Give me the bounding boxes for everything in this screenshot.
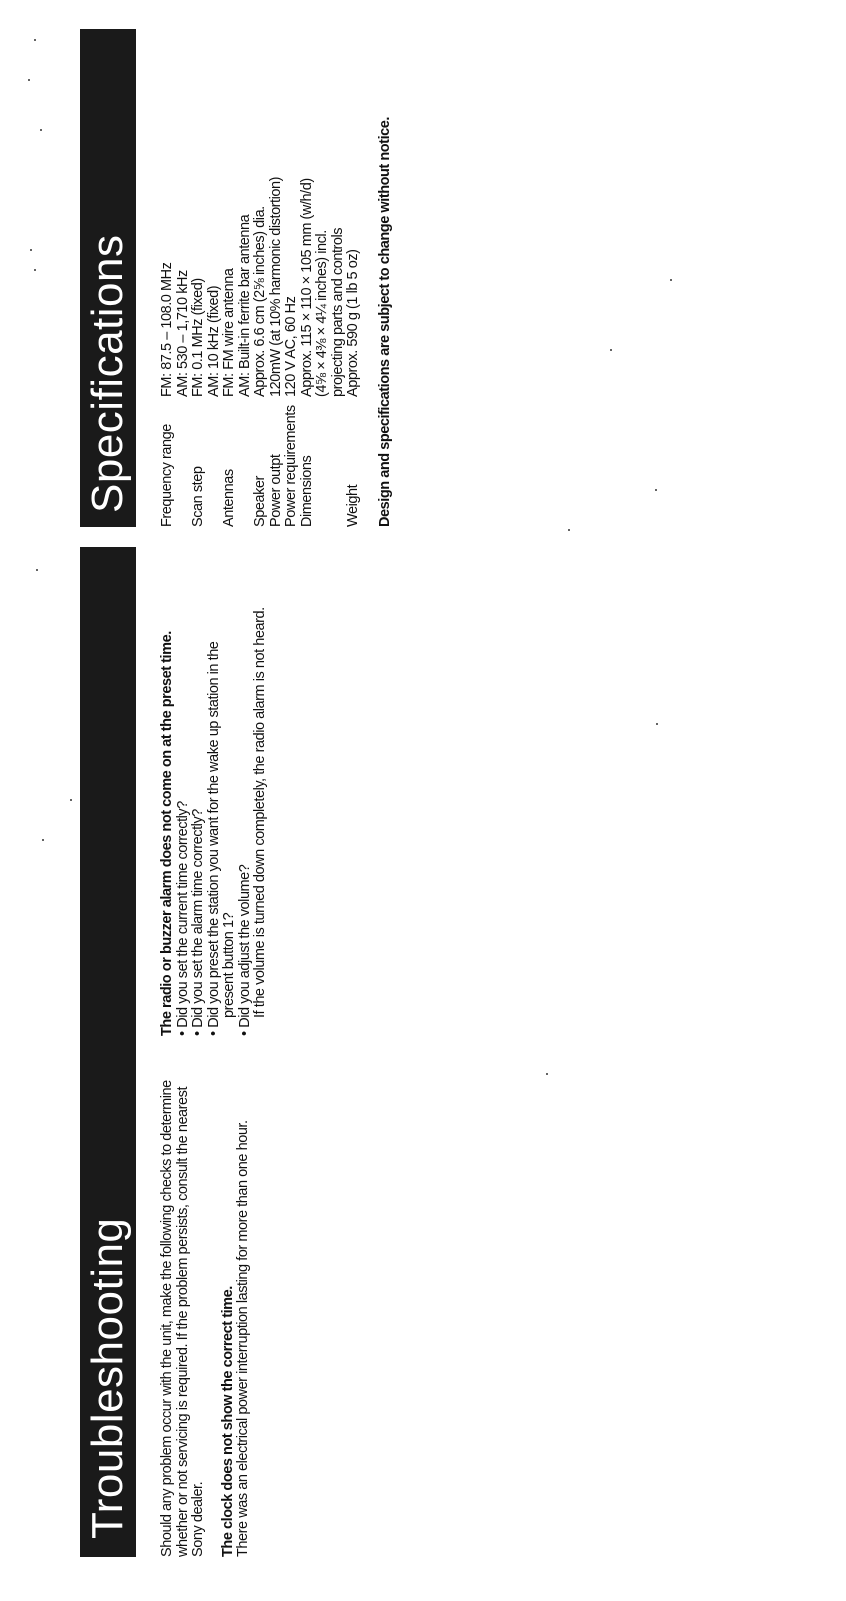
spec-row xyxy=(346,7,362,527)
scan-speck xyxy=(30,249,32,251)
scan-speck xyxy=(610,349,612,351)
spec-value: FM: 0.1 MHz (fixed) xyxy=(190,278,206,397)
spec-value: FM: FM wire antenna xyxy=(221,268,237,397)
spec-row xyxy=(160,7,191,527)
scan-speck xyxy=(568,529,570,531)
scan-speck xyxy=(28,79,30,81)
troubleshooting-intro-block xyxy=(160,1069,252,1557)
scan-speck xyxy=(656,723,658,725)
spec-row xyxy=(284,7,300,527)
alarm-check-continuation: If the volume is turned down completely, the radio alarm is not heard. xyxy=(252,607,268,1018)
spec-value: Approx. 6.6 cm (2⅝ inches) dia. xyxy=(252,206,268,397)
spec-row xyxy=(222,7,253,527)
spec-value: 120mW (at 10% harmonic distortion) xyxy=(267,176,284,397)
alarm-check: • Did you preset the station you want for the wake up station in the xyxy=(205,641,222,1036)
spec-row xyxy=(191,7,222,527)
spec-label: Power requirements xyxy=(283,405,299,527)
scan-speck xyxy=(34,269,36,271)
spec-value: (4⅝ × 4⅜ × 4¼ inches) incl. xyxy=(314,230,330,397)
spec-value: Approx. 590 g (1 lb 5 oz) xyxy=(345,249,361,397)
spec-value: projecting parts and controls xyxy=(329,227,346,397)
scan-speck xyxy=(42,839,44,841)
spec-value: AM: 530 – 1,710 kHz xyxy=(174,270,191,397)
scan-speck xyxy=(655,489,657,491)
spec-row xyxy=(300,7,347,527)
spec-value: 120 V AC, 60 Hz xyxy=(283,296,299,397)
spec-label: Dimensions xyxy=(298,455,315,527)
spec-table xyxy=(160,7,393,527)
scan-speck xyxy=(546,1073,548,1075)
specifications-title: Specifications xyxy=(80,29,136,527)
alarm-check: • Did you adjust the volume? xyxy=(236,864,253,1036)
clock-heading: The clock does not show the correct time. xyxy=(219,1286,236,1557)
scan-speck xyxy=(40,129,42,131)
spec-label: Speaker xyxy=(252,476,268,527)
spec-label: Weight xyxy=(345,484,361,527)
spec-label: Scan step xyxy=(190,466,206,527)
troubleshooting-intro: Should any problem occur with the unit, make the following checks to determine whether or not servicing is required. If the problem persists, consult the nearest Sony dealer. xyxy=(159,1080,206,1557)
alarm-block xyxy=(160,536,269,1036)
spec-label: Frequency range xyxy=(159,424,175,527)
spec-label: Power outpt xyxy=(267,454,284,527)
scan-speck xyxy=(70,799,72,801)
alarm-heading: The radio or buzzer alarm does not come on at the preset time. xyxy=(159,631,175,1036)
spec-value: Approx. 115 × 110 × 105 mm (w/h/d) xyxy=(298,178,315,397)
spec-row xyxy=(269,7,285,527)
alarm-check-continuation: present button 1? xyxy=(221,912,237,1018)
spec-value: FM: 87.5 – 108.0 MHz xyxy=(159,262,175,397)
spec-row xyxy=(253,7,269,527)
spec-notice: Design and specifications are subject to change without notice. xyxy=(376,117,393,527)
scan-speck xyxy=(34,39,36,41)
spec-value: AM: Built-in ferrite bar antenna xyxy=(236,214,253,397)
spec-label: Antennas xyxy=(221,469,237,527)
scan-speck xyxy=(36,569,38,571)
spec-value: AM: 10 kHz (fixed) xyxy=(205,285,222,397)
alarm-check: • Did you set the current time correctly? xyxy=(174,801,191,1036)
alarm-check: • Did you set the alarm time correctly? xyxy=(190,809,206,1036)
scan-speck xyxy=(670,279,672,281)
troubleshooting-title: Troubleshooting xyxy=(80,547,136,1557)
clock-text: There was an electrical power interruption lasting for more than one hour. xyxy=(235,1120,251,1557)
